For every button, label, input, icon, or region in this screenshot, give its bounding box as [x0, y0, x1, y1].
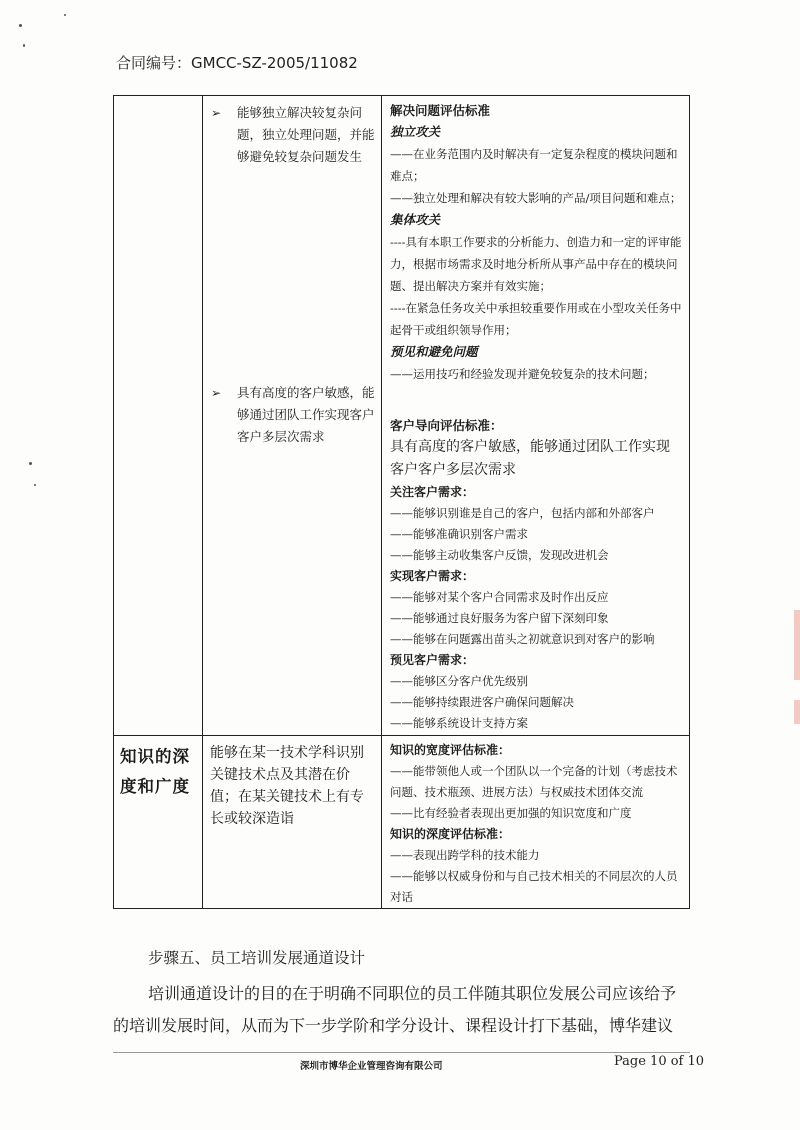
criteria-line: ----在紧急任务攻关中承担较重要作用或在小型攻关任务中起骨干或组织领导作用；: [390, 301, 682, 337]
criteria-line: ——独立处理和解决有较大影响的产品/项目问题和难点；: [390, 191, 682, 205]
criteria-line: ——能带领他人或一个团队以一个完备的计划（考虑技术问题、技术瓶颈、进展方法）与权威技术团体交流: [390, 764, 678, 799]
category-cell-empty: [114, 96, 203, 736]
breadth-title: 知识的宽度评估标准：: [390, 743, 511, 757]
arrow-bullet-icon: ➢: [211, 386, 222, 400]
criteria-line: ——表现出跨学科的技术能力: [390, 848, 540, 862]
scan-edge-mark: [794, 700, 800, 724]
competency-item: [209, 382, 375, 448]
depth-title: 知识的深度评估标准：: [390, 827, 511, 841]
section-heading: 步骤五、员工培训发展通道设计: [148, 949, 366, 967]
customer-summary: 具有高度的客户敏感，能够通过团队工作实现客户客户多层次需求: [390, 439, 670, 478]
problem-solving-title: 解决问题评估标准: [390, 103, 491, 118]
competency-text: 具有高度的客户敏感，能够通过团队工作实现客户客户多层次需求: [237, 385, 375, 444]
table-row: [114, 96, 690, 736]
criteria-line: ——比有经验者表现出更加强的知识宽度和广度: [390, 806, 632, 820]
competency-table: [113, 95, 690, 909]
footer-company: 深圳市博华企业管理咨询有限公司: [300, 1061, 443, 1072]
criteria-line: ——能够通过良好服务为客户留下深刻印象: [390, 611, 609, 625]
criteria-line: ——能够持续跟进客户确保问题解决: [390, 695, 574, 709]
scan-speck: [29, 462, 32, 465]
focus-title: 关注客户需求：: [390, 485, 475, 499]
paragraph-line: 培训通道设计的目的在于明确不同职位的员工伴随其职位发展公司应该给予: [148, 984, 677, 1003]
foresee-title: 预见客户需求：: [390, 653, 475, 667]
arrow-bullet-icon: ➢: [211, 106, 222, 120]
criteria-line: ——在业务范围内及时解决有一定复杂程度的模块问题和难点；: [390, 147, 678, 183]
competency-cell: [203, 736, 382, 909]
criteria-line: ----具有本职工作要求的分析能力、创造力和一定的评审能力，根据市场需求及时地分析所从事产品中存在的模块问题、提出解决方案并有效实施；: [390, 235, 682, 293]
criteria-line: ——运用技巧和经验发现并避免较复杂的技术问题；: [390, 367, 655, 381]
scan-edge-mark: [794, 610, 800, 680]
criteria-line: ——能够在问题露出苗头之初就意识到对客户的影响: [390, 632, 655, 646]
competency-cell: [203, 96, 382, 736]
table-row: [114, 736, 690, 909]
knowledge-label: 知识的深度和广度: [120, 747, 190, 796]
paragraph-line: 的培训发展时间，从而为下一步学阶和学分设计、课程设计打下基础，博华建议: [113, 1016, 674, 1035]
criteria-line: ——能够以权威身份和与自己技术相关的不同层次的人员对话: [390, 869, 678, 904]
customer-title: 客户导向评估标准：: [390, 418, 503, 433]
prevent-title: 预见和避免问题: [390, 344, 478, 359]
contract-number: 合同编号：GMCC-SZ-2005/11082: [116, 54, 358, 72]
competency-item: [209, 102, 375, 168]
criteria-line: ——能够主动收集客户反馈，发现改进机会: [390, 548, 609, 562]
collective-title: 集体攻关: [390, 212, 441, 227]
criteria-line: ——能够识别谁是自己的客户，包括内部和外部客户: [390, 506, 655, 520]
category-cell: [114, 736, 203, 909]
page-number: Page 10 of 10: [614, 1054, 705, 1069]
independent-title: 独立攻关: [390, 124, 441, 139]
realize-title: 实现客户需求：: [390, 569, 475, 583]
scan-speck: [34, 484, 36, 486]
criteria-line: ——能够区分客户优先级别: [390, 674, 528, 688]
scan-speck: [23, 44, 25, 47]
knowledge-description: 能够在某一技术学科识别关键技术点及其潜在价值；在某关键技术上有专长或较深造诣: [210, 745, 364, 827]
criteria-cell: [382, 96, 690, 736]
criteria-line: ——能够系统设计支持方案: [390, 716, 528, 730]
scan-speck: [19, 24, 22, 27]
competency-text: 能够独立解决较复杂问题，独立处理问题，并能够避免较复杂问题发生: [237, 105, 375, 164]
footer-divider: [113, 1052, 690, 1053]
criteria-line: ——能够对某个客户合同需求及时作出反应: [390, 590, 609, 604]
criteria-cell: [382, 736, 690, 909]
criteria-line: ——能够准确识别客户需求: [390, 527, 528, 541]
scan-speck: [64, 14, 66, 16]
